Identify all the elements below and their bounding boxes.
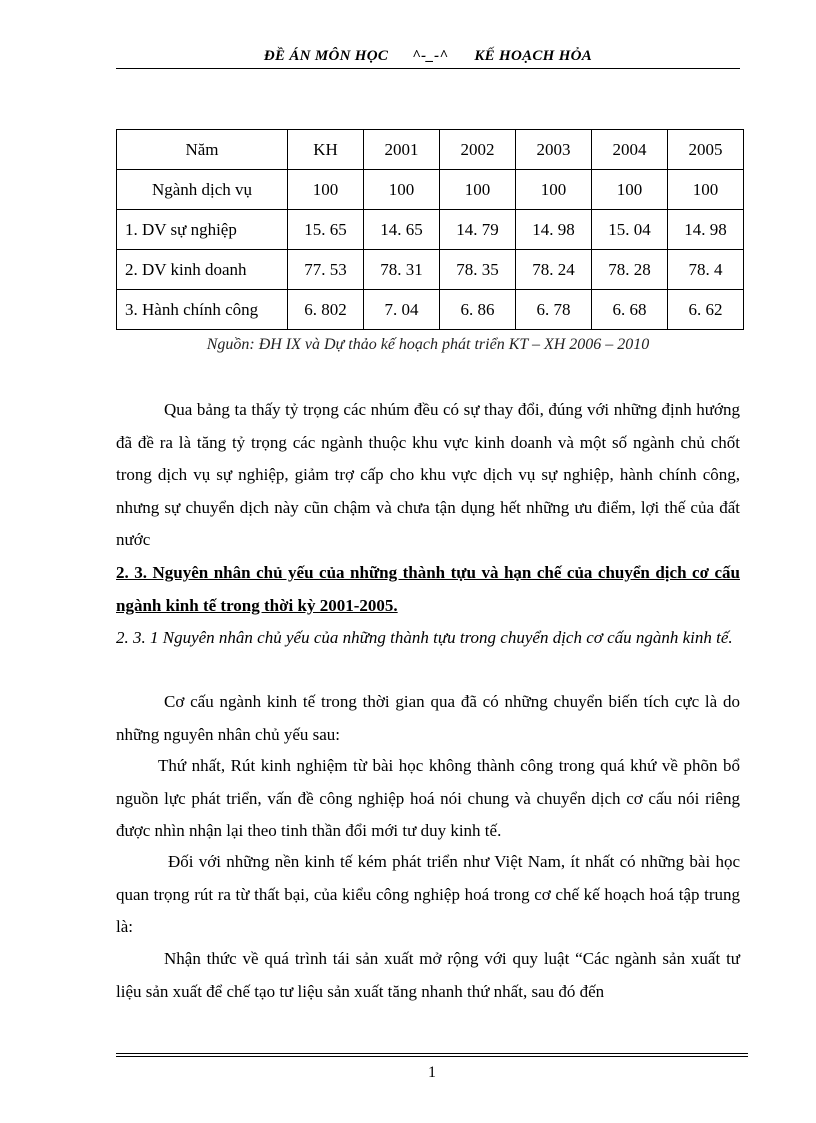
table-cell: 2. DV kinh doanh <box>117 250 288 290</box>
paragraph-table-analysis: Qua bảng ta thấy tỷ trọng các nhúm đều có sự thay đổi, đúng với những định hướng đã đề ra là tăng tỷ trọng các ngành thuộc khu vực kinh doanh và một số ngành chủ chốt trong dịch vụ sự nghiệp, giảm trợ cấp cho khu vực dịch vụ sự nghiệp, hành chính công, nhưng sự chuyển dịch này cũn chậm và chưa tận dụng hết những ưu điểm, lợi thế của đất nước <box>116 400 740 549</box>
table-header-row <box>117 130 744 170</box>
table-cell: 14. 79 <box>440 210 516 250</box>
table-cell: 3. Hành chính công <box>117 290 288 330</box>
footer-rule <box>116 1056 748 1057</box>
table-cell: 14. 65 <box>364 210 440 250</box>
header-subject: KẾ HOẠCH HỎA <box>474 48 593 64</box>
header-rule <box>116 68 740 69</box>
table-source-note: Nguồn: ĐH IX và Dự thảo kế hoạch phát triển KT – XH 2006 – 2010 <box>206 336 650 353</box>
table-cell: 100 <box>364 170 440 210</box>
table-row <box>117 170 744 210</box>
table-cell: 100 <box>592 170 668 210</box>
table-cell: 78. 35 <box>440 250 516 290</box>
table-header-cell: 2005 <box>668 130 744 170</box>
table-header-cell: 2002 <box>440 130 516 170</box>
data-table <box>116 129 744 330</box>
table-cell: 100 <box>288 170 364 210</box>
table-cell: 15. 04 <box>592 210 668 250</box>
table-cell: 6. 86 <box>440 290 516 330</box>
table-row <box>117 250 744 290</box>
page-header <box>116 48 740 65</box>
table-cell: 15. 65 <box>288 210 364 250</box>
table-cell: 78. 24 <box>516 250 592 290</box>
footer-rule <box>116 1053 748 1054</box>
table-cell: 14. 98 <box>668 210 744 250</box>
paragraph-intro-causes: Cơ cấu ngành kinh tế trong thời gian qua đã có những chuyển biến tích cực là do những nguyên nhân chủ yếu sau: <box>116 692 740 744</box>
table-cell: 6. 68 <box>592 290 668 330</box>
table-row <box>117 210 744 250</box>
paragraph-first-cause: Thứ nhất, Rút kinh nghiệm từ bài học không thành công trong quá khứ về phõn bổ nguồn lực phát triển, vấn đề công nghiệp hoá nói chung và chuyển dịch cơ cấu nói riêng được nhìn nhận lại theo tinh thần đổi mới tư duy kinh tế. <box>116 756 740 840</box>
section-heading: 2. 3. Nguyên nhân chủ yếu của những thành tựu và hạn chế của chuyển dịch cơ cấu ngành kinh tế trong thời kỳ 2001-2005. <box>116 563 740 615</box>
table-cell: 7. 04 <box>364 290 440 330</box>
table-cell: 78. 31 <box>364 250 440 290</box>
table-header-cell: Năm <box>117 130 288 170</box>
table-cell: 100 <box>668 170 744 210</box>
paragraph-lessons: Đối với những nền kinh tế kém phát triển như Việt Nam, ít nhất có những bài học quan trọng rút ra từ thất bại, của kiểu công nghiệp hoá trong cơ chế kế hoạch hoá tập trung là: <box>116 852 740 936</box>
table-cell: 78. 4 <box>668 250 744 290</box>
table-cell: 1. DV sự nghiệp <box>117 210 288 250</box>
table-header-cell: 2004 <box>592 130 668 170</box>
table-cell: 14. 98 <box>516 210 592 250</box>
table-cell: 100 <box>440 170 516 210</box>
table-row <box>117 290 744 330</box>
paragraph-reproduction: Nhận thức về quá trình tái sản xuất mở rộng với quy luật “Các ngành sản xuất tư liệu sản xuất để chế tạo tư liệu sản xuất tăng nhanh thứ nhất, sau đó đến <box>116 949 740 1001</box>
header-course-title: ĐỀ ÁN MÔN HỌC <box>263 48 389 64</box>
table-cell: 6. 802 <box>288 290 364 330</box>
table-header-cell: 2001 <box>364 130 440 170</box>
page-number: 1 <box>428 1064 436 1081</box>
table-cell: 6. 62 <box>668 290 744 330</box>
table-cell: 78. 28 <box>592 250 668 290</box>
table-cell: 6. 78 <box>516 290 592 330</box>
header-separator: ^-_-^ <box>412 48 449 64</box>
table-header-cell: 2003 <box>516 130 592 170</box>
table-cell: 77. 53 <box>288 250 364 290</box>
subsection-heading: 2. 3. 1 Nguyên nhân chủ yếu của những thành tựu trong chuyển dịch cơ cấu ngành kinh tế. <box>116 628 733 647</box>
table-header-cell: KH <box>288 130 364 170</box>
table-cell: 100 <box>516 170 592 210</box>
table-cell: Ngành dịch vụ <box>117 170 288 210</box>
